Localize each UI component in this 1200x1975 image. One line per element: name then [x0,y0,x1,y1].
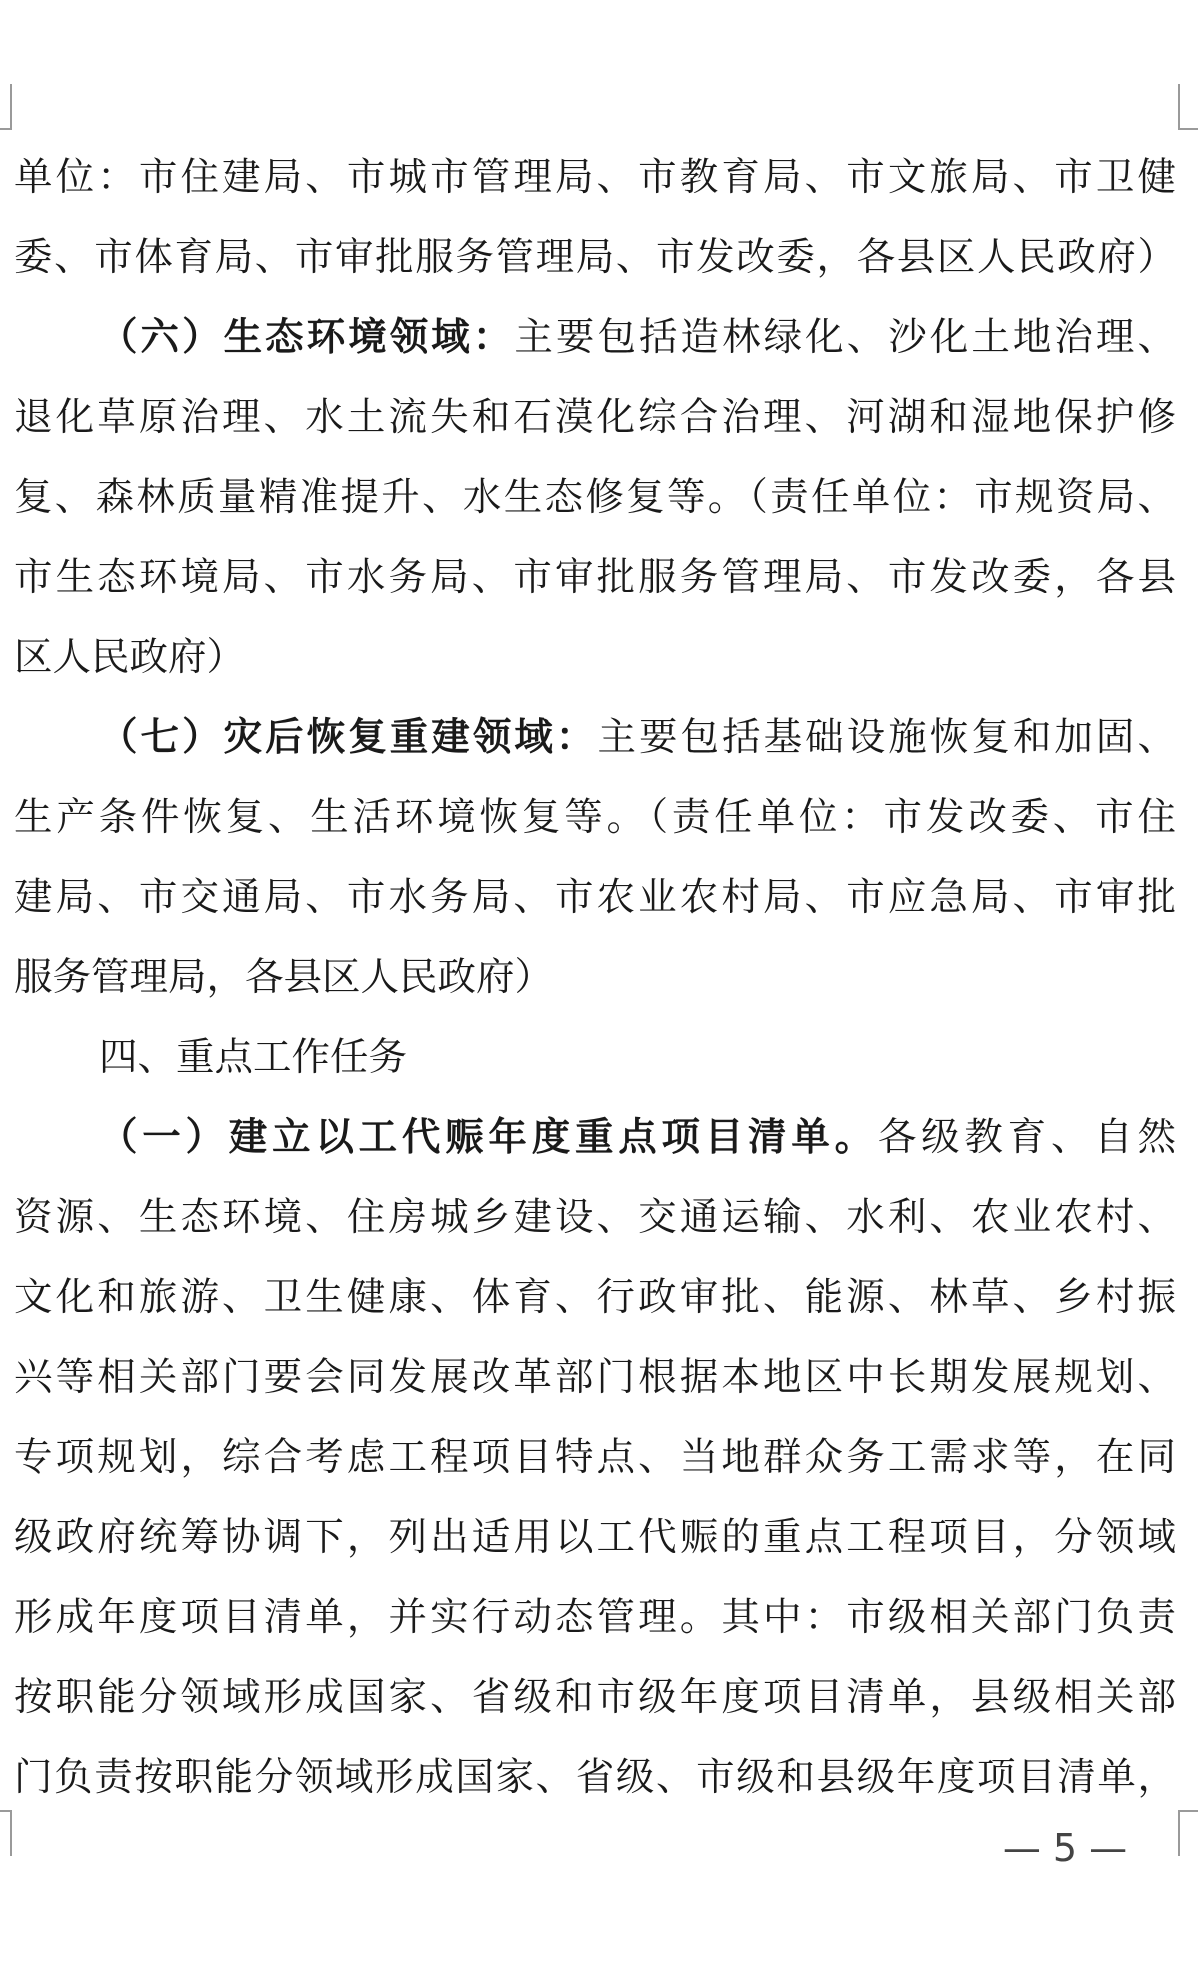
section-heading: （一）建立以工代赈年度重点项目清单。 [99,1115,878,1160]
section-line: （七）灾后恢复重建领域：主要包括基础设施恢复和加固、 [99,715,1176,760]
text-line: 形成年度项目清单，并实行动态管理。其中：市级相关部门负责 [14,1595,1176,1640]
section-line: （六）生态环境领域：主要包括造林绿化、沙化土地治理、 [99,315,1176,360]
section-heading: （六）生态环境领域： [99,315,515,360]
crop-mark-bottom-right [1178,1810,1198,1856]
section-heading: （七）灾后恢复重建领域： [99,715,598,760]
text-line: 建局、市交通局、市水务局、市农业农村局、市应急局、市审批 [14,875,1176,920]
crop-mark-bottom-left [0,1810,12,1856]
text-line: 服务管理局，各县区人民政府） [14,955,554,1000]
section-line: （一）建立以工代赈年度重点项目清单。各级教育、自然 [99,1115,1176,1160]
text-line: 资源、生态环境、住房城乡建设、交通运输、水利、农业农村、 [14,1195,1176,1240]
crop-mark-top-right [1178,84,1198,130]
text-line: 区人民政府） [14,635,246,680]
text-line: 专项规划，综合考虑工程项目特点、当地群众务工需求等，在同 [14,1435,1176,1480]
text-line: 门负责按职能分领域形成国家、省级、市级和县级年度项目清单， [14,1755,1176,1800]
crop-mark-top-left [0,84,12,130]
text-line: 退化草原治理、水土流失和石漠化综合治理、河湖和湿地保护修 [14,395,1176,440]
text-line: 生产条件恢复、生活环境恢复等。（责任单位：市发改委、市住 [14,795,1176,840]
page-number: — 5 — [1002,1826,1128,1870]
text-line: 按职能分领域形成国家、省级和市级年度项目清单，县级相关部 [14,1675,1176,1720]
text-line: 市生态环境局、市水务局、市审批服务管理局、市发改委，各县 [14,555,1176,600]
text-line: 兴等相关部门要会同发展改革部门根据本地区中长期发展规划、 [14,1355,1176,1400]
text-line: 文化和旅游、卫生健康、体育、行政审批、能源、林草、乡村振 [14,1275,1176,1320]
text-line: 单位：市住建局、市城市管理局、市教育局、市文旅局、市卫健 [14,155,1176,200]
text-line: 级政府统筹协调下，列出适用以工代赈的重点工程项目，分领域 [14,1515,1176,1560]
chapter-heading: 四、重点工作任务 [99,1035,408,1080]
text-line: 复、森林质量精准提升、水生态修复等。（责任单位：市规资局、 [14,475,1176,520]
text-line: 委、市体育局、市审批服务管理局、市发改委，各县区人民政府） [14,235,1176,280]
